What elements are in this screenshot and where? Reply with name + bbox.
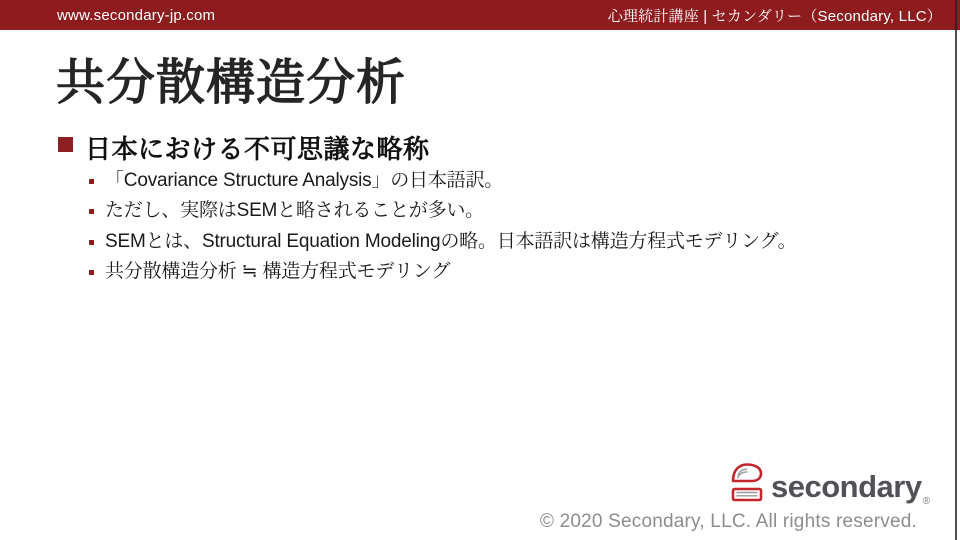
square-bullet-icon [58, 137, 73, 152]
top-bar [0, 0, 960, 30]
bullet-text: 「Covariance Structure Analysis」の日本語訳。 [105, 170, 504, 191]
dot-bullet-icon [89, 270, 94, 275]
secondary-logo [729, 462, 930, 511]
dot-bullet-icon [89, 209, 94, 214]
registered-trademark-icon: ® [922, 496, 930, 507]
copyright-text: © 2020 Secondary, LLC. All rights reserved. [539, 511, 917, 532]
page-title: 共分散構造分析 [56, 56, 407, 110]
section-heading: 日本における不可思議な略称 [85, 134, 430, 164]
section-heading-row [58, 129, 430, 166]
site-url: www.secondary-jp.com [57, 6, 216, 24]
logo-wordmark: secondary [771, 468, 922, 504]
right-edge-line [955, 0, 957, 540]
dot-bullet-icon [89, 240, 94, 245]
list-item [88, 227, 918, 257]
bullet-text: SEMとは、Structural Equation Modelingの略。日本語訳は構造方程式モデリング。 [105, 230, 797, 252]
bullet-text: ただし、実際はSEMと略されることが多い。 [105, 200, 484, 222]
logo-books-icon [729, 462, 765, 511]
list-item [88, 166, 918, 196]
dot-bullet-icon [89, 179, 94, 184]
list-item [88, 257, 918, 287]
bullet-text: 共分散構造分析 ≒ 構造方程式モデリング [105, 261, 451, 283]
list-item [88, 196, 918, 226]
course-title: 心理統計講座 | セカンダリー（Secondary, LLC） [607, 7, 942, 25]
bullet-list [88, 166, 918, 288]
